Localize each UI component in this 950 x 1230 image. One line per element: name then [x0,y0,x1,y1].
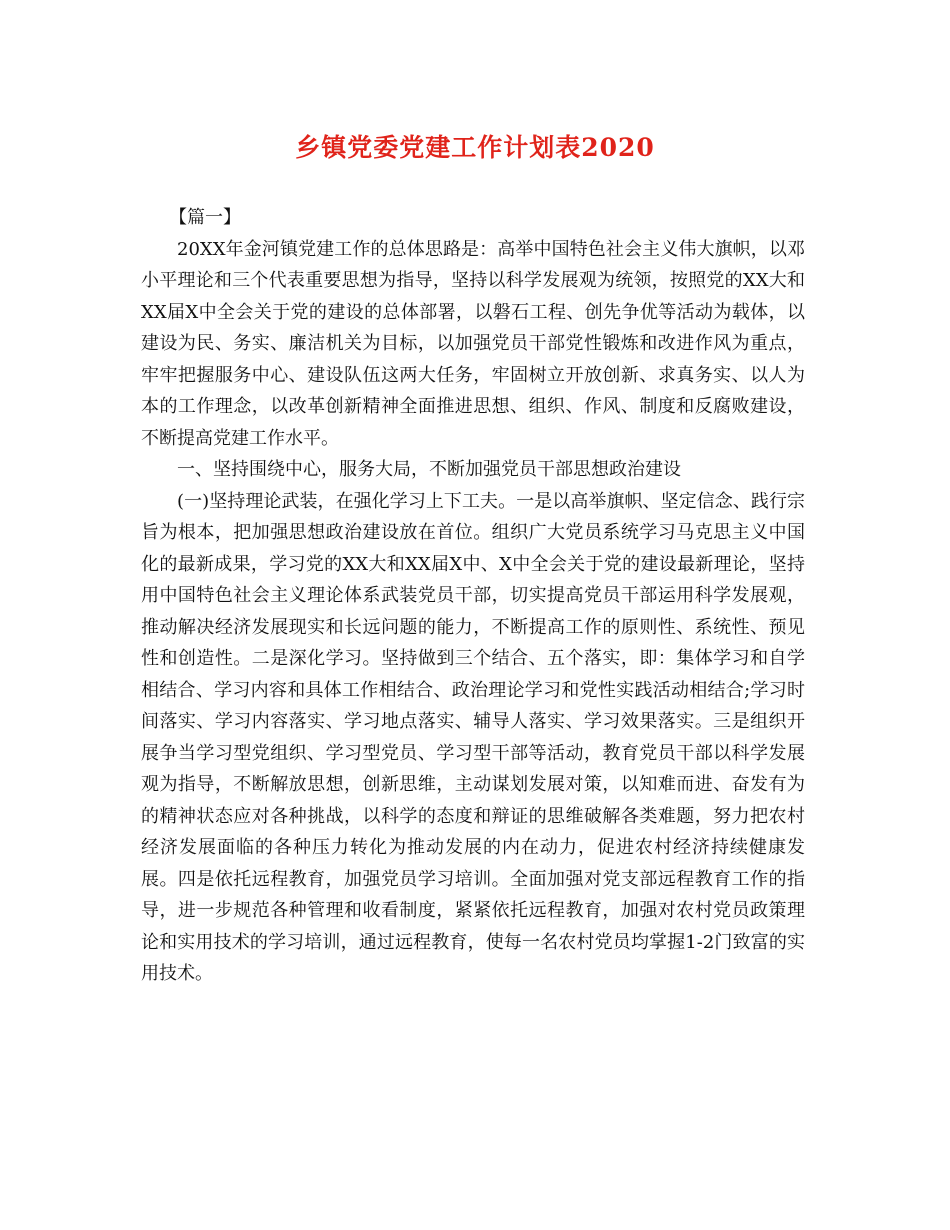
section-heading: 一、坚持围绕中心，服务大局，不断加强党员干部思想政治建设 [177,459,681,480]
section-tag: 【篇一】 [169,207,241,228]
document-title: 乡镇党委党建工作计划表2020 [295,133,655,162]
document-body [141,202,805,990]
paragraph-theory: (一)坚持理论武装，在强化学习上下工夫。一是以高举旗帜、坚定信念、践行宗旨为根本，把加强思想政治建设放在首位。组织广大党员系统学习马克思主义中国化的最新成果，学习党的XX大和XX届X中、X中全会关于党的建设最新理论，坚持用中国特色社会主义理论体系武装党员干部，切实提高党员干部运用科学发展观，推动解决经济发展现实和长远问题的能力，不断提高工作的原则性、系统性、预见性和创造性。二是深化学习。坚持做到三个结合、五个落实，即：集体学习和自学相结合、学习内容和具体工作相结合、政治理论学习和党性实践活动相结合;学习时间落实、学习内容落实、学习地点落实、辅导人落实、学习效果落实。三是组织开展争当学习型党组织、学习型党员、学习型干部等活动，教育党员干部以科学发展观为指导，不断解放思想，创新思维，主动谋划发展对策，以知难而进、奋发有为的精神状态应对各种挑战，以科学的态度和辩证的思维破解各类难题，努力把农村经济发展面临的各种压力转化为推动发展的内在动力，促进农村经济持续健康发展。四是依托远程教育，加强党员学习培训。全面加强对党支部远程教育工作的指导，进一步规范各种管理和收看制度，紧紧依托远程教育，加强对农村党员政策理论和实用技术的学习培训，通过远程教育，使每一名农村党员均掌握1-2门致富的实用技术。 [141,490,805,984]
paragraph-intro: 20XX年金河镇党建工作的总体思路是：高举中国特色社会主义伟大旗帜，以邓小平理论和三个代表重要思想为指导，坚持以科学发展观为统领，按照党的XX大和XX届X中全会关于党的建设的总体部署，以磐石工程、创先争优等活动为载体，以建设为民、务实、廉洁机关为目标，以加强党员干部党性锻炼和改进作风为重点，牢牢把握服务中心、建设队伍这两大任务，牢固树立开放创新、求真务实、以人为本的工作理念，以改革创新精神全面推进思想、组织、作风、制度和反腐败建设，不断提高党建工作水平。 [141,238,805,449]
